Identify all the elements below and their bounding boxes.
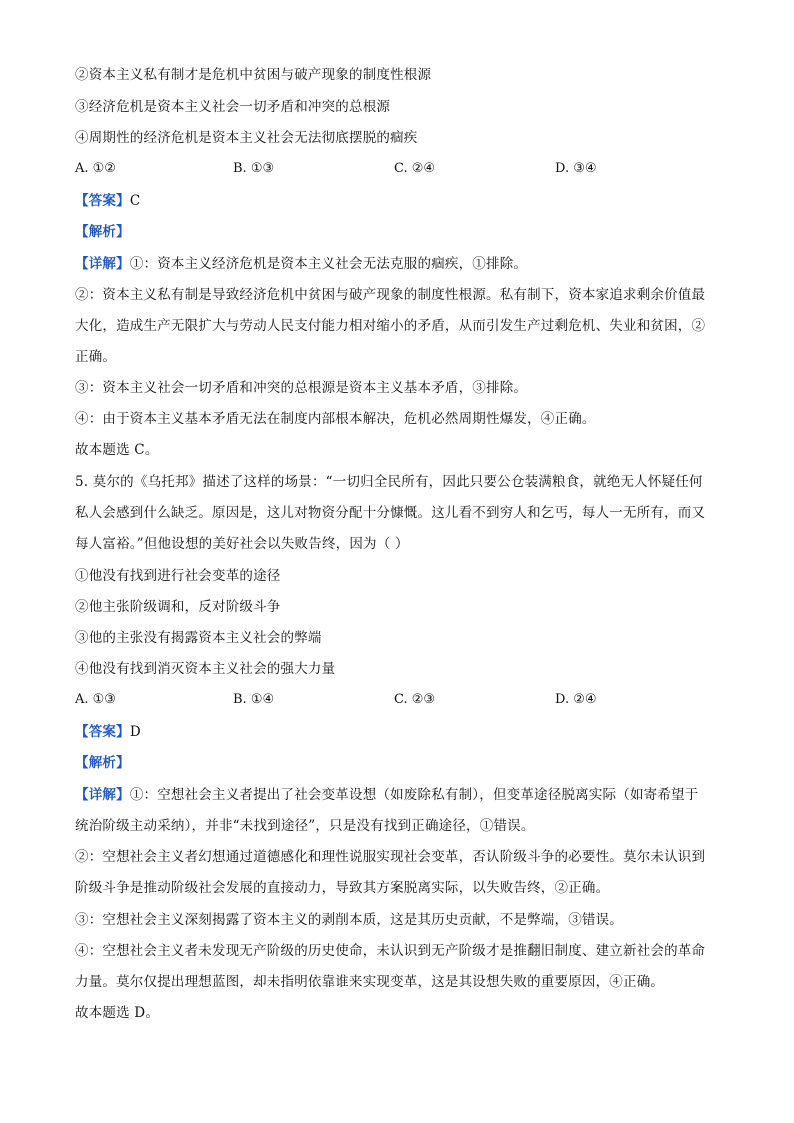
q5-detail-2-line2: 阶级斗争是推动阶级社会发展的直接动力，导致其方案脱离实际，以失败告终，②正确。 bbox=[75, 880, 610, 896]
q5-option-a: A. ①③ bbox=[75, 692, 116, 707]
detail-text: ①：资本主义经济危机是资本主义社会无法克服的痼疾，①排除。 bbox=[129, 256, 528, 272]
q5-detail-4-line1: ④：空想社会主义者未发现无产阶级的历史使命，未认识到无产阶级才是推翻旧制度、建立新社会的革命 bbox=[75, 943, 706, 959]
q5-option-c: C. ②③ bbox=[394, 692, 436, 707]
answer-value: D bbox=[129, 724, 141, 740]
q4-detail-2-line2: 大化，造成生产无限扩大与劳动人民支付能力相对缩小的矛盾，从而引发生产过剩危机、失业和贫困，② bbox=[75, 318, 706, 334]
q5-detail-4-line2: 力量。莫尔仅提出理想蓝图，却未指明依靠谁来实现变革，这是其设想失败的重要原因，④正确。 bbox=[75, 974, 665, 990]
q4-detail-3: ③：资本主义社会一切矛盾和冲突的总根源是资本主义基本矛盾，③排除。 bbox=[75, 380, 528, 396]
q5-statement-2: ②他主张阶级调和，反对阶级斗争 bbox=[75, 599, 281, 615]
q5-statement-1: ①他没有找到进行社会变革的途径 bbox=[75, 568, 281, 584]
q4-analysis-heading bbox=[75, 223, 130, 241]
q5-analysis-heading bbox=[75, 754, 130, 772]
analysis-tag: 【解析】 bbox=[75, 755, 130, 771]
answer-tag: 【答案】 bbox=[75, 724, 130, 740]
q5-option-d: D. ②④ bbox=[555, 692, 597, 707]
answer-tag: 【答案】 bbox=[75, 193, 130, 209]
q5-statement-4: ④他没有找到消灭资本主义社会的强大力量 bbox=[75, 661, 336, 677]
q5-detail-1-line1 bbox=[75, 786, 698, 804]
q4-statement-3: ③经济危机是资本主义社会一切矛盾和冲突的总根源 bbox=[75, 99, 391, 115]
q4-option-b: B. ①③ bbox=[233, 161, 275, 176]
q4-detail-2-line3: 正确。 bbox=[75, 349, 117, 365]
q4-conclusion: 故本题选 C。 bbox=[75, 442, 159, 458]
q5-stem-line2: 私人会感到什么缺乏。原因是，这儿对物资分配十分慷慨。这儿看不到穷人和乞丐，每人一无所有，而又 bbox=[75, 505, 706, 521]
q5-stem-line1: 5. 莫尔的《乌托邦》描述了这样的场景：“一切归全民所有，因此只要公仓装满粮食，就绝无人怀疑任何 bbox=[75, 474, 703, 490]
detail-text: ①：空想社会主义者提出了社会变革设想（如废除私有制），但变革途径脱离实际（如寄希望于 bbox=[129, 787, 699, 803]
q5-conclusion: 故本题选 D。 bbox=[75, 1005, 160, 1021]
q4-option-d: D. ③④ bbox=[555, 161, 597, 176]
q4-option-a: A. ①② bbox=[75, 161, 116, 176]
q5-answer bbox=[75, 723, 141, 741]
q4-detail-2-line1: ②：资本主义私有制是导致经济危机中贫困与破产现象的制度性根源。私有制下，资本家追求剩余价值最 bbox=[75, 287, 706, 303]
q5-option-b: B. ①④ bbox=[233, 692, 275, 707]
q5-detail-2-line1: ②：空想社会主义者幻想通过道德感化和理性说服实现社会变革，否认阶级斗争的必要性。莫尔未认识到 bbox=[75, 849, 706, 865]
q5-detail-1-line2: 统治阶级主动采纳），并非“未找到途径”，只是没有找到正确途径，①错误。 bbox=[75, 818, 535, 834]
q5-stem-line3: 每人富裕。”但他设想的美好社会以失败告终，因为（ ） bbox=[75, 536, 409, 552]
q4-detail-4: ④：由于资本主义基本矛盾无法在制度内部根本解决，危机必然周期性爆发，④正确。 bbox=[75, 411, 596, 427]
q4-answer bbox=[75, 192, 140, 210]
answer-value: C bbox=[129, 193, 141, 209]
analysis-tag: 【解析】 bbox=[75, 224, 130, 240]
q4-option-c: C. ②④ bbox=[394, 161, 436, 176]
detail-tag: 【详解】 bbox=[75, 787, 130, 803]
q4-statement-4: ④周期性的经济危机是资本主义社会无法彻底摆脱的痼疾 bbox=[75, 130, 418, 146]
q4-detail-1 bbox=[75, 255, 527, 273]
q5-statement-3: ③他的主张没有揭露资本主义社会的弊端 bbox=[75, 630, 322, 646]
q4-statement-2: ②资本主义私有制才是危机中贫困与破产现象的制度性根源 bbox=[75, 67, 432, 83]
q5-detail-3: ③：空想社会主义深刻揭露了资本主义的剥削本质，这是其历史贡献，不是弊端，③错误。 bbox=[75, 912, 623, 928]
detail-tag: 【详解】 bbox=[75, 256, 130, 272]
